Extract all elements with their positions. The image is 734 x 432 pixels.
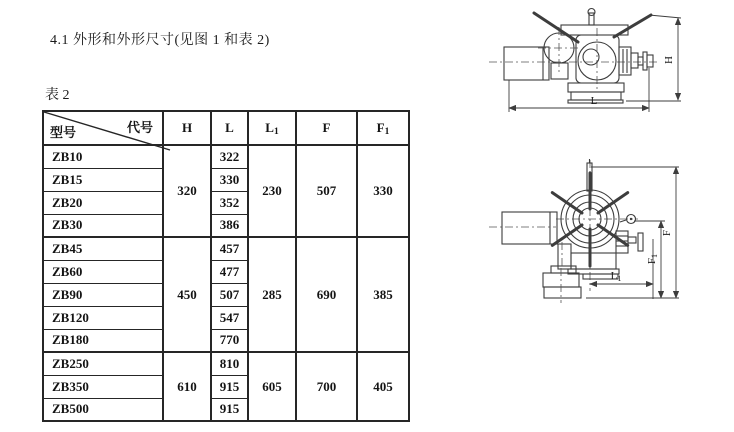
model-cell: ZB30 <box>43 214 163 237</box>
value-cell-F1: 385 <box>357 237 409 352</box>
dim-label-f1: F1 <box>646 253 659 265</box>
header-row <box>43 111 409 145</box>
value-cell-L: 352 <box>211 191 248 214</box>
table-row <box>43 352 409 375</box>
col-header-F: F <box>296 111 357 145</box>
motor-cylinder <box>504 47 549 80</box>
value-cell-L1: 230 <box>248 145 296 237</box>
value-cell-L: 457 <box>211 237 248 260</box>
corner-cell <box>43 111 163 145</box>
model-cell: ZB60 <box>43 260 163 283</box>
model-cell: ZB350 <box>43 375 163 398</box>
value-cell-L: 770 <box>211 329 248 352</box>
col-header-H: H <box>163 111 211 145</box>
model-cell: ZB15 <box>43 168 163 191</box>
value-cell-L: 547 <box>211 306 248 329</box>
value-cell-H: 320 <box>163 145 211 237</box>
value-cell-L: 322 <box>211 145 248 168</box>
value-cell-L: 810 <box>211 352 248 375</box>
col-header-F1: $F_1$ <box>357 111 409 145</box>
value-cell-F: 700 <box>296 352 357 421</box>
model-cell: ZB180 <box>43 329 163 352</box>
value-cell-F: 507 <box>296 145 357 237</box>
lower-body <box>543 242 619 303</box>
dim-label-h: H <box>663 56 675 64</box>
corner-label-model: 型号 <box>50 125 77 140</box>
model-cell: ZB90 <box>43 283 163 306</box>
dim-label-l1: L1 <box>610 270 622 283</box>
output-shaft <box>619 47 653 75</box>
model-cell: ZB120 <box>43 306 163 329</box>
model-cell: ZB45 <box>43 237 163 260</box>
model-cell: ZB20 <box>43 191 163 214</box>
side-worm-assembly <box>616 231 643 253</box>
value-cell-L: 915 <box>211 398 248 421</box>
value-cell-L: 330 <box>211 168 248 191</box>
value-cell-F1: 330 <box>357 145 409 237</box>
actuator-front-view-drawing <box>486 156 732 306</box>
dim-label-f: F <box>661 229 673 237</box>
col-header-L1: $L_1$ <box>248 111 296 145</box>
dim-label-l: L <box>590 95 598 107</box>
right-lever <box>614 15 651 37</box>
table-row <box>43 237 409 260</box>
value-cell-L: 386 <box>211 214 248 237</box>
motor-cylinder <box>502 212 557 244</box>
corner-label-code: 代号 <box>126 120 153 135</box>
section-heading: 4.1 外形和外形尺寸(见图 1 和表 2) <box>50 33 270 48</box>
value-cell-F1: 405 <box>357 352 409 421</box>
model-cell: ZB250 <box>43 352 163 375</box>
value-cell-L1: 605 <box>248 352 296 421</box>
value-cell-H: 450 <box>163 237 211 352</box>
actuator-side-view-drawing <box>486 0 732 125</box>
value-cell-F: 690 <box>296 237 357 352</box>
value-cell-L: 507 <box>211 283 248 306</box>
top-stem <box>588 9 595 26</box>
model-cell: ZB10 <box>43 145 163 168</box>
col-header-L: L <box>211 111 248 145</box>
left-lever <box>534 13 578 42</box>
value-cell-L: 477 <box>211 260 248 283</box>
model-cell: ZB500 <box>43 398 163 421</box>
value-cell-L1: 285 <box>248 237 296 352</box>
value-cell-L: 915 <box>211 375 248 398</box>
dimension-table <box>42 110 410 422</box>
table-caption: 表 2 <box>45 88 70 103</box>
value-cell-H: 610 <box>163 352 211 421</box>
